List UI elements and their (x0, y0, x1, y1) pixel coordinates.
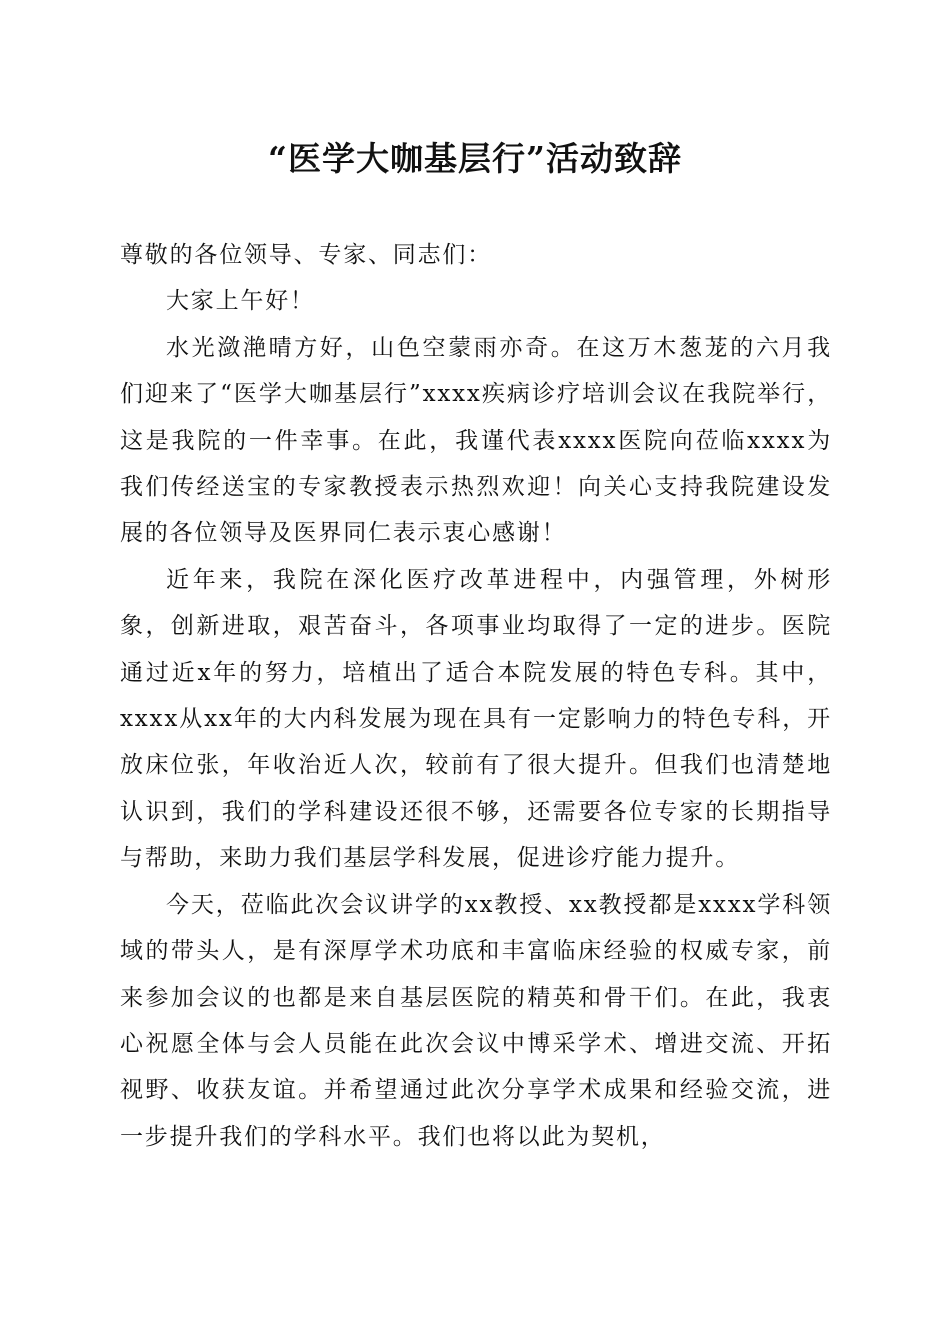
salutation: 尊敬的各位领导、专家、同志们： (120, 242, 492, 268)
welcome-paragraph: 水光潋滟晴方好，山色空蒙雨亦奇。在这万木葱茏的六月我们迎来了“医学大咖基层行”xxxx疾病诊疗培训会议在我院举行，这是我院的一件幸事。在此，我谨代表xxxx医院向莅临xxxx为我们传经送宝的专家教授表示热烈欢迎！向关心支持我院建设发展的各位领导及医界同仁表示衷心感谢！ (120, 334, 832, 547)
document-body (120, 232, 832, 1160)
greeting-paragraph: 大家上午好！ (166, 288, 315, 315)
hospital-progress-paragraph: 近年来，我院在深化医疗改革进程中，内强管理，外树形象，创新进取，艰苦奋斗，各项事业均取得了一定的进步。医院通过近x年的努力，培植出了适合本院发展的特色专科。其中，xxxx从xx年的大内科发展为现在具有一定影响力的特色专科，开放床位张，年收治近人次，较前有了很大提升。但我们也清楚地认识到，我们的学科建设还很不够，还需要各位专家的长期指导与帮助，来助力我们基层学科发展，促进诊疗能力提升。 (120, 566, 832, 872)
experts-paragraph: 今天，莅临此次会议讲学的xx教授、xx教授都是xxxx学科领域的带头人，是有深厚学术功底和丰富临床经验的权威专家，前来参加会议的也都是来自基层医院的精英和骨干们。在此，我衷心祝愿全体与会人员能在此次会议中博采学术、增进交流、开拓视野、收获友谊。并希望通过此次分享学术成果和经验交流，进一步提升我们的学科水平。我们也将以此为契机， (120, 891, 832, 1150)
document-title: “医学大咖基层行”活动致辞 (268, 139, 682, 178)
